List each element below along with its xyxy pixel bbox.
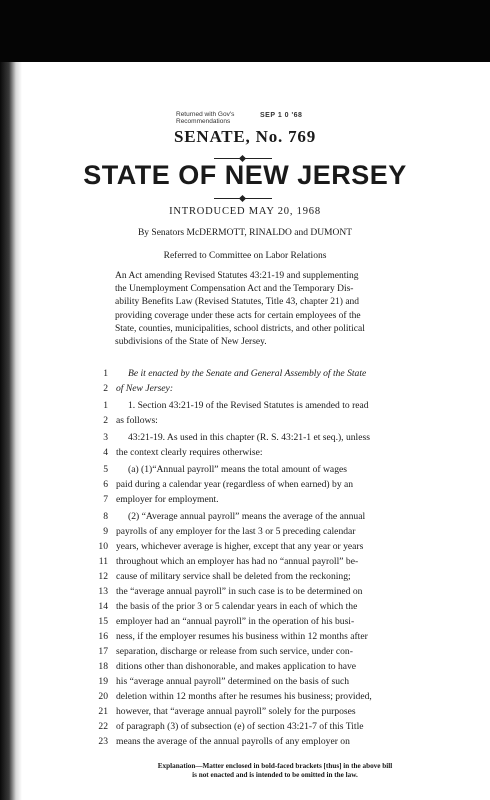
line-number: 5 bbox=[103, 464, 108, 475]
bill-line bbox=[0, 415, 490, 430]
bill-line bbox=[0, 631, 490, 646]
bill-line bbox=[0, 541, 490, 556]
line-number: 21 bbox=[98, 706, 108, 717]
line-number: 15 bbox=[98, 616, 108, 627]
bill-line bbox=[0, 464, 490, 479]
stamp-line-2: Recommendations bbox=[176, 118, 231, 125]
line-text: the “average annual payroll” in such case is to be determined on bbox=[116, 586, 363, 597]
line-text: his “average annual payroll” determined on the basis of such bbox=[116, 676, 350, 687]
bill-line bbox=[0, 571, 490, 586]
introduced-date: INTRODUCED MAY 20, 1968 bbox=[169, 206, 321, 217]
line-number: 16 bbox=[98, 631, 108, 642]
line-text: years, whichever average is higher, except that any year or years bbox=[116, 541, 364, 552]
line-text: 1. Section 43:21-19 of the Revised Statutes is amended to read bbox=[128, 400, 369, 411]
bill-line bbox=[0, 661, 490, 676]
bill-line bbox=[0, 432, 490, 447]
line-number: 11 bbox=[98, 556, 108, 567]
line-text: as follows: bbox=[116, 415, 158, 426]
line-number: 9 bbox=[103, 526, 108, 537]
bill-line bbox=[0, 616, 490, 631]
line-text: the basis of the prior 3 or 5 calendar years in each of which the bbox=[116, 601, 358, 612]
line-number: 18 bbox=[98, 661, 108, 672]
ornament-rule-bottom bbox=[214, 198, 272, 199]
line-number: 2 bbox=[103, 415, 108, 426]
line-number: 6 bbox=[103, 479, 108, 490]
line-text: of paragraph (3) of subsection (e) of section 43:21-7 of this Title bbox=[116, 721, 364, 732]
state-heading: STATE OF NEW JERSEY bbox=[83, 160, 407, 190]
line-text: employer had an “annual payroll” in the operation of his busi- bbox=[116, 616, 355, 627]
explanation-line: is not enacted and is intended to be omitted in the law. bbox=[192, 771, 358, 779]
line-number: 3 bbox=[103, 432, 108, 443]
act-title-line: providing coverage under these acts for certain employees of the bbox=[115, 310, 361, 321]
bill-line bbox=[0, 691, 490, 706]
bill-line bbox=[0, 400, 490, 415]
bill-line bbox=[0, 494, 490, 509]
ornament-rule-top bbox=[214, 158, 272, 159]
line-number: 10 bbox=[98, 541, 108, 552]
bill-line bbox=[0, 511, 490, 526]
line-number: 19 bbox=[98, 676, 108, 687]
bill-line bbox=[0, 556, 490, 571]
bill-line bbox=[0, 479, 490, 494]
explanation-line: Explanation—Matter enclosed in bold-faced brackets [thus] in the above bill bbox=[157, 762, 393, 770]
line-text: ness, if the employer resumes his business within 12 months after bbox=[116, 631, 368, 642]
act-title-line: subdivisions of the State of New Jersey. bbox=[115, 337, 267, 348]
bill-line bbox=[0, 526, 490, 541]
stamp-date: SEP 1 0 '68 bbox=[260, 112, 303, 119]
explanation-footnote bbox=[100, 762, 450, 780]
bill-line bbox=[0, 706, 490, 721]
line-text: (2) “Average annual payroll” means the average of the annual bbox=[128, 511, 366, 522]
act-title-line: State, counties, municipalities, school districts, and other political bbox=[115, 323, 365, 334]
line-text: (a) (1)“Annual payroll” means the total amount of wages bbox=[128, 464, 347, 475]
scan-top-band bbox=[0, 0, 490, 62]
line-text: 43:21-19. As used in this chapter (R. S. 43:21-1 et seq.), unless bbox=[128, 432, 370, 443]
line-text: separation, discharge or release from such service, under con- bbox=[116, 646, 353, 657]
act-title-line: ability Benefits Law (Revised Statutes, Title 43, chapter 21) and bbox=[115, 297, 360, 308]
line-number: 20 bbox=[98, 691, 108, 702]
line-number: 2 bbox=[103, 383, 108, 394]
line-text: ditions other than dishonorable, and makes application to have bbox=[116, 661, 357, 672]
line-number: 12 bbox=[98, 571, 108, 582]
bill-line bbox=[0, 447, 490, 462]
line-number: 17 bbox=[98, 646, 108, 657]
bill-line bbox=[0, 721, 490, 736]
line-number: 7 bbox=[103, 494, 108, 505]
line-text: Be it enacted by the Senate and General Assembly of the State bbox=[128, 368, 367, 379]
ornament-diamond bbox=[239, 195, 246, 202]
stamp-line-1: Returned with Gov's bbox=[176, 111, 235, 118]
line-text: means the average of the annual payrolls of any employer on bbox=[116, 736, 350, 747]
bill-line bbox=[0, 676, 490, 691]
line-text: throughout which an employer has had no “annual payroll” be- bbox=[116, 556, 359, 567]
line-text: payrolls of any employer for the last 3 or 5 preceding calendar bbox=[116, 526, 356, 537]
enacting-line bbox=[0, 368, 490, 383]
line-number: 1 bbox=[103, 368, 108, 379]
line-text: deletion within 12 months after he resumes his business; provided, bbox=[116, 691, 372, 702]
bill-line bbox=[0, 736, 490, 751]
enacting-line bbox=[0, 383, 490, 398]
act-title-line: the Unemployment Compensation Act and the Temporary Dis- bbox=[115, 284, 354, 295]
line-text: however, that “average annual payroll” solely for the purposes bbox=[116, 706, 356, 717]
bill-line bbox=[0, 646, 490, 661]
line-number: 4 bbox=[103, 447, 108, 458]
returned-stamp bbox=[176, 111, 336, 125]
line-number: 1 bbox=[103, 400, 108, 411]
bill-line bbox=[0, 586, 490, 601]
line-number: 14 bbox=[98, 601, 108, 612]
line-number: 23 bbox=[98, 736, 108, 747]
line-text: the context clearly requires otherwise: bbox=[116, 447, 263, 458]
sponsors: By Senators McDERMOTT, RINALDO and DUMONT bbox=[137, 228, 353, 238]
line-text: of New Jersey: bbox=[116, 383, 174, 394]
line-number: 8 bbox=[103, 511, 108, 522]
act-title bbox=[115, 270, 440, 349]
line-number: 22 bbox=[98, 721, 108, 732]
committee-referral: Referred to Committee on Labor Relations bbox=[163, 251, 327, 261]
line-text: cause of military service shall be deleted from the reckoning; bbox=[116, 571, 351, 582]
bill-number: SENATE, No. 769 bbox=[173, 127, 317, 146]
line-text: paid during a calendar year (regardless of when earned) by an bbox=[116, 479, 354, 490]
bill-line bbox=[0, 601, 490, 616]
line-text: employer for employment. bbox=[116, 494, 219, 505]
act-title-line: An Act amending Revised Statutes 43:21-19 and supplementing bbox=[115, 271, 359, 281]
line-number: 13 bbox=[98, 586, 108, 597]
